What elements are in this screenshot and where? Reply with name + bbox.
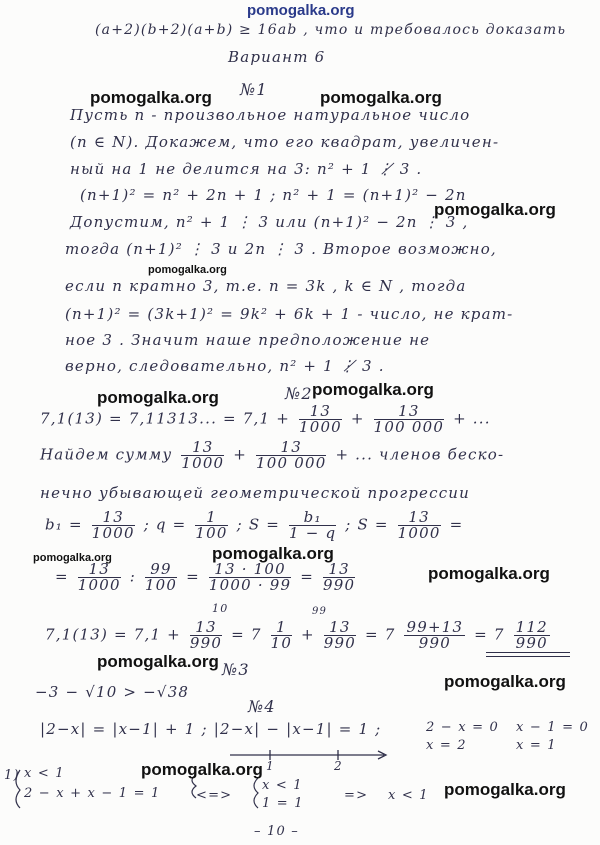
task1-number: №1 <box>240 80 268 99</box>
task4-line1: |2−x| = |x−1| + 1 ; |2−x| − |x−1| = 1 ; <box>40 720 382 738</box>
variant-heading: Вариант 6 <box>228 48 326 66</box>
factor-note: 99 <box>312 606 328 617</box>
task4-root: x = 1 <box>516 738 557 753</box>
fraction: $\frac{\text{b₁}}{1 - q}$ <box>289 508 337 542</box>
watermark: pomogalka.org <box>434 200 556 219</box>
task2-line1: 7,1(13) = 7,11313... = 7,1 + $\frac{13}{1000}$ + $\frac{13}{100 000}$ + ... <box>40 402 491 436</box>
task4-number: №4 <box>248 697 276 716</box>
task1-line: верно, следовательно, n² + 1 ⋮̸ 3 . <box>65 357 385 375</box>
task4-root: x − 1 = 0 <box>516 720 589 735</box>
fraction: $\frac{13}{100 000}$ <box>256 438 327 472</box>
fraction: $\frac{13}{990}$ <box>322 560 356 594</box>
watermark: pomogalka.org <box>141 760 263 779</box>
watermark: pomogalka.org <box>148 264 227 276</box>
result-line: x < 1 <box>388 788 429 803</box>
task2-number: №2 <box>285 384 313 403</box>
watermark: pomogalka.org <box>444 672 566 691</box>
task4-root: 2 − x = 0 <box>426 720 499 735</box>
system-line: 2 − x + x − 1 = 1 <box>24 786 161 801</box>
fraction: $\frac{13}{100 000}$ <box>373 402 445 436</box>
task2-line4: b₁ = $\frac{13}{1000}$ ; q = $\frac{1}{100}$ ; S = $\frac{\text{b₁}}{1 - q}$ ; S = $\frac{13}{1000}$ = <box>45 508 464 542</box>
watermark: pomogalka.org <box>444 780 566 799</box>
implication-arrow: => <box>344 788 369 803</box>
fraction: $\frac{13}{990}$ <box>323 618 357 652</box>
watermark: pomogalka.org <box>97 388 219 407</box>
task2-line5: = $\frac{13}{1000}$ : $\frac{99}{100}$ = $\frac{13 \cdot 100}{1000 \cdot 99}$ = $\frac{13}{990}$ <box>55 560 356 594</box>
watermark: pomogalka.org <box>33 552 112 564</box>
tick-label: 1 <box>266 759 275 773</box>
system-line: 1 = 1 <box>262 796 304 811</box>
task1-line: ный на 1 не делится на 3: n² + 1 ⋮̸ 3 . <box>70 160 423 178</box>
system-line: x < 1 <box>24 766 65 781</box>
task2-line6: 7,1(13) = 7,1 + $\frac{13}{990}$ = 7 $\frac{1}{10}$ + $\frac{13}{990}$ = 7 $\frac{99+13}{990}$ = 7 $\frac{112}{990}$ <box>45 618 548 652</box>
watermark: pomogalka.org <box>212 544 334 563</box>
watermark: pomogalka.org <box>90 88 212 107</box>
task1-line: (n+1)² = (3k+1)² = 9k² + 6k + 1 - число, не крат- <box>65 305 514 323</box>
fraction: $\frac{13}{990}$ <box>189 618 223 652</box>
task4-root: x = 2 <box>426 738 467 753</box>
task1-line: (n+1)² = n² + 2n + 1 ; n² + 1 = (n+1)² − 2n <box>80 186 467 204</box>
watermark: pomogalka.org <box>312 380 434 399</box>
fraction: $\frac{13}{1000}$ <box>91 508 135 542</box>
case-label: 1) <box>4 768 20 783</box>
task3-number: №3 <box>222 660 250 679</box>
task1-line: ное 3 . Значит наше предположение не <box>65 331 431 349</box>
fraction: $\frac{1}{100}$ <box>195 508 228 542</box>
cancel-note: 10 <box>212 602 229 615</box>
page-number: – 10 – <box>254 824 300 839</box>
top-conclusion-line: (a+2)(b+2)(a+b) ≥ 16ab , что и требовалось доказать <box>95 22 567 38</box>
watermark-top: pomogalka.org <box>247 2 355 19</box>
watermark: pomogalka.org <box>320 88 442 107</box>
watermark: pomogalka.org <box>428 564 550 583</box>
fraction: $\frac{13}{1000}$ <box>397 508 441 542</box>
task2-line2: Найдем сумму $\frac{13}{1000}$ + $\frac{13}{100 000}$ + ... членов беско- <box>40 438 505 472</box>
tick-label: 2 <box>334 759 343 773</box>
fraction: $\frac{13}{1000}$ <box>298 402 342 436</box>
task1-line: Допустим, n² + 1 ⋮ 3 или (n+1)² − 2n ⋮ 3 , <box>70 213 469 231</box>
task1-line: тогда (n+1)² ⋮ 3 и 2n ⋮ 3 . Второе возможно, <box>65 240 497 258</box>
watermark: pomogalka.org <box>97 652 219 671</box>
fraction: $\frac{13 \cdot 100}{1000 \cdot 99}$ <box>208 560 292 594</box>
task1-line: Пусть n - произвольное натуральное число <box>70 106 471 124</box>
answer-fraction: $\frac{112}{990}$ <box>515 618 548 652</box>
fraction: $\frac{13}{1000}$ <box>181 438 225 472</box>
task2-line3: нечно убывающей геометрической прогрессии <box>40 484 471 502</box>
task1-line: если n кратно 3, т.е. n = 3k , k ∈ N , тогда <box>65 277 467 295</box>
fraction: $\frac{99+13}{990}$ <box>406 618 464 652</box>
system-line: x < 1 <box>262 778 303 793</box>
fraction: $\frac{13}{1000}$ <box>77 560 121 594</box>
task3-line: −3 − √10 > −√38 <box>35 683 190 701</box>
task1-line: (n ∈ N). Докажем, что его квадрат, увеличен- <box>70 133 500 151</box>
fraction: $\frac{1}{10}$ <box>270 618 293 652</box>
equivalence-arrow: <=> <box>196 788 233 803</box>
fraction: $\frac{99}{100}$ <box>144 560 178 594</box>
